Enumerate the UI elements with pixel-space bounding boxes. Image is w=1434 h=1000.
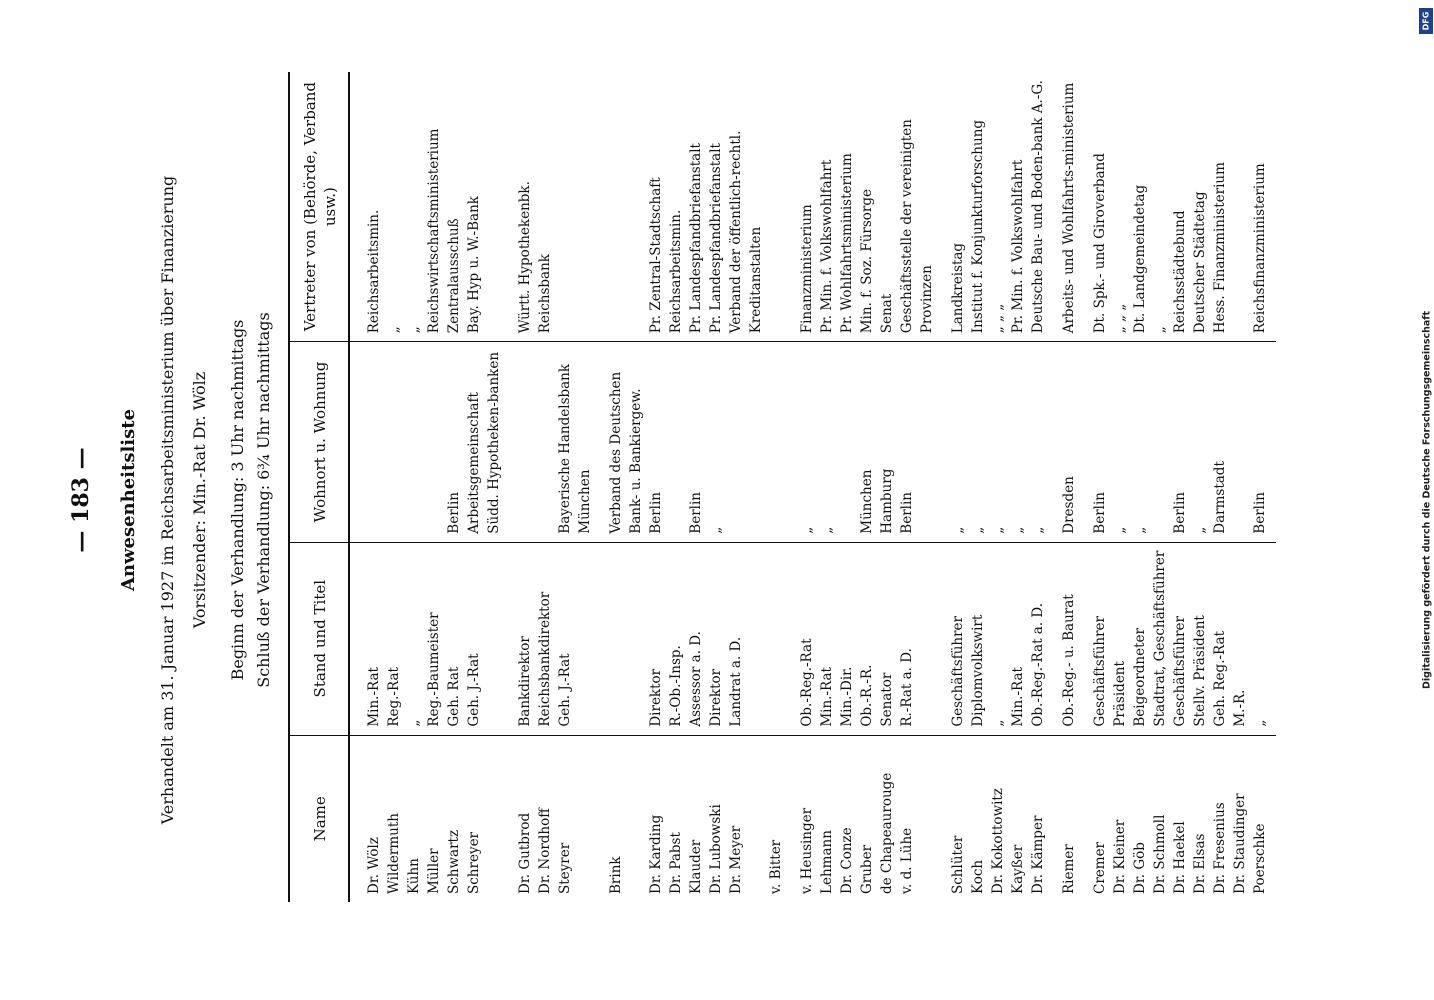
cell-title: Min.-Dir. <box>837 542 857 735</box>
cell-representative: Finanzministerium <box>786 72 817 342</box>
cell-residence: Berlin <box>1250 342 1276 542</box>
meeting-line: Verhandelt am 31. Januar 1927 im Reichsarbeitsministerium über Finanzierung <box>158 175 177 825</box>
table-row <box>1048 72 1079 902</box>
table-row <box>786 72 817 902</box>
column-header-name: Name <box>289 735 349 902</box>
cell-residence: Berlin <box>1170 342 1190 542</box>
chair-line: Vorsitzender: Min.-Rat Dr. Wölz <box>190 371 209 629</box>
cell-representative: Reichsarbeitsmin. <box>349 72 384 342</box>
cell-representative: Hess. Finanzministerium <box>1210 72 1230 342</box>
column-header-representative: Vertreter von (Behörde, Verband usw.) <box>289 72 349 342</box>
cell-residence: „ <box>1190 342 1210 542</box>
dfg-credit <box>1418 0 1434 1000</box>
cell-title: Geh. J.-Rat <box>555 542 595 735</box>
table-row <box>555 72 595 902</box>
attendance-body <box>349 72 1276 902</box>
cell-residence <box>837 342 857 542</box>
cell-title: Geschäftsführer <box>1079 542 1110 735</box>
cell-representative: Bay. Hyp u. W.-Bank <box>464 72 504 342</box>
cell-representative: Geschäftsstelle der vereinigten Provinzen <box>897 72 937 342</box>
table-row <box>857 72 877 902</box>
cell-name: Dr. Kokottowitz <box>990 788 1006 894</box>
table-row <box>706 72 726 902</box>
table-row <box>1150 72 1170 902</box>
table-row <box>666 72 686 902</box>
cell-title: Direktor <box>646 542 666 735</box>
cell-title: Beigeordneter <box>1130 542 1150 735</box>
cell-title: Min.-Rat <box>1008 542 1028 735</box>
cell-representative: „ <box>384 72 404 342</box>
cell-representative: Reichsfinanzministerium <box>1250 72 1276 342</box>
table-row <box>349 72 384 902</box>
cell-name: Dr. Kleiner <box>1112 819 1128 894</box>
cell-title: Ob.-Reg.- u. Baurat <box>1048 542 1079 735</box>
cell-name: Poerschke <box>1252 823 1268 894</box>
cell-title: Geh. Reg.-Rat <box>1210 542 1230 735</box>
cell-title: Präsident <box>1110 542 1130 735</box>
cell-residence: Berlin <box>444 342 464 542</box>
cell-title: Assessor a. D. <box>686 542 706 735</box>
cell-name: Klauder <box>688 839 704 894</box>
cell-residence: Darmstadt <box>1210 342 1230 542</box>
cell-representative: Pr. Landespfandbriefanstalt <box>686 72 706 342</box>
table-row <box>817 72 837 902</box>
table-row <box>1110 72 1130 902</box>
column-header-residence: Wohnort u. Wohnung <box>289 342 349 542</box>
cell-representative: Pr. Landespfandbriefanstalt <box>706 72 726 342</box>
cell-name: Dr. Meyer <box>728 825 744 894</box>
cell-name: Cremer <box>1092 841 1108 894</box>
cell-representative <box>555 72 595 342</box>
table-row <box>424 72 444 902</box>
cell-residence <box>1230 342 1250 542</box>
cell-residence <box>1150 342 1170 542</box>
cell-representative: Deutsche Bau- und Boden-bank A.-G. <box>1028 72 1048 342</box>
cell-residence <box>666 342 686 542</box>
table-row <box>1130 72 1150 902</box>
cell-residence: „ <box>1028 342 1048 542</box>
cell-representative: Deutscher Städtetag <box>1190 72 1210 342</box>
cell-representative: Dt. Spk.- und Giroverband <box>1079 72 1110 342</box>
cell-residence: München <box>857 342 877 542</box>
cell-residence: „ <box>988 342 1008 542</box>
cell-title: Stadtrat, Geschäftsführer <box>1150 542 1170 735</box>
cell-residence: „ <box>1130 342 1150 542</box>
cell-residence: „ <box>968 342 988 542</box>
table-row <box>504 72 535 902</box>
table-row <box>988 72 1008 902</box>
cell-name: Dr. Fresenius <box>1212 802 1228 894</box>
cell-name: Koch <box>970 859 986 894</box>
cell-name: Dr. Schmoll <box>1152 814 1168 894</box>
cell-title: Ob.-Reg.-Rat a. D. <box>1028 542 1048 735</box>
cell-name: Gruber <box>859 844 875 894</box>
cell-residence: „ <box>786 342 817 542</box>
table-row <box>444 72 464 902</box>
cell-residence: Hamburg <box>877 342 897 542</box>
table-row <box>1028 72 1048 902</box>
cell-representative: Württ. Hypothekenbk. <box>504 72 535 342</box>
cell-representative: Dt. Landgemeindetag <box>1130 72 1150 342</box>
cell-representative: Reichsbank <box>535 72 555 342</box>
cell-residence: Bayerische Handelsbank München <box>555 342 595 542</box>
cell-title <box>766 542 786 735</box>
table-row <box>464 72 504 902</box>
cell-residence: „ <box>1110 342 1130 542</box>
cell-residence: „ <box>937 342 968 542</box>
cell-name: Dr. Lubowski <box>708 804 724 894</box>
cell-name: Dr. Karding <box>648 814 664 894</box>
table-row <box>726 72 766 902</box>
cell-name: v. Heusinger <box>799 807 815 894</box>
cell-title: Geschäftsführer <box>937 542 968 735</box>
cell-representative: Landkreistag <box>937 72 968 342</box>
cell-title: Min.-Rat <box>817 542 837 735</box>
cell-representative: Verband der öffentlich-rechtl. Kreditanstalten <box>726 72 766 342</box>
cell-residence <box>384 342 404 542</box>
cell-title: Stellv. Präsident <box>1190 542 1210 735</box>
cell-representative: Reichsstädtebund <box>1170 72 1190 342</box>
cell-residence <box>404 342 424 542</box>
cell-title: Geh. J.-Rat <box>464 542 504 735</box>
table-row <box>1210 72 1230 902</box>
cell-name: Schlüter <box>950 835 966 894</box>
cell-name: Schwartz <box>446 829 462 894</box>
cell-name: Dr. Nordhoff <box>537 808 553 894</box>
table-row <box>897 72 937 902</box>
table-row <box>535 72 555 902</box>
cell-name: Steyrer <box>557 842 573 894</box>
table-row <box>968 72 988 902</box>
cell-name: de Chapeaurouge <box>879 772 895 894</box>
cell-title: „ <box>1250 542 1276 735</box>
cell-residence <box>349 342 384 542</box>
cell-representative: Reichsarbeitsmin. <box>666 72 686 342</box>
cell-name: Dr. Pabst <box>668 832 684 894</box>
cell-title: Reg.-Baumeister <box>424 542 444 735</box>
cell-representative <box>766 72 786 342</box>
cell-title: Senator <box>877 542 897 735</box>
cell-name: Dr. Kämper <box>1030 815 1046 894</box>
cell-title: R.-Ob.-Insp. <box>666 542 686 735</box>
cell-representative: „ <box>1150 72 1170 342</box>
cell-representative: „ „ „ <box>1110 72 1130 342</box>
table-row <box>1170 72 1190 902</box>
cell-name: Dr. Conze <box>839 827 855 894</box>
cell-name: Dr. Staudinger <box>1232 793 1248 894</box>
table-row <box>937 72 968 902</box>
cell-residence: Berlin <box>1079 342 1110 542</box>
cell-title: Bankdirektor <box>504 542 535 735</box>
column-header-title: Stand und Titel <box>289 542 349 735</box>
cell-name: Kayßer <box>1010 844 1026 894</box>
cell-name: Müller <box>426 848 442 894</box>
cell-residence: Berlin <box>686 342 706 542</box>
dfg-logo <box>1419 8 1433 34</box>
table-row <box>384 72 404 902</box>
cell-name: Dr. Wölz <box>366 837 382 894</box>
cell-title: Direktor <box>706 542 726 735</box>
cell-name: Lehmann <box>819 830 835 894</box>
cell-name: Wildermuth <box>386 813 402 894</box>
header-row <box>289 72 349 902</box>
cell-representative: Pr. Min. f. Volkswohlfahrt <box>817 72 837 342</box>
table-row <box>404 72 424 902</box>
cell-title: Reichsbankdirektor <box>535 542 555 735</box>
attendance-table <box>288 72 1276 902</box>
cell-title: Geh. Rat <box>444 542 464 735</box>
cell-representative: Senat <box>877 72 897 342</box>
cell-representative: Arbeits- und Wohlfahrts-ministerium <box>1048 72 1079 342</box>
cell-residence: Berlin <box>897 342 937 542</box>
cell-title: Landrat a. D. <box>726 542 766 735</box>
table-row <box>1250 72 1276 902</box>
cell-title: „ <box>404 542 424 735</box>
cell-residence <box>535 342 555 542</box>
cell-name: Riemer <box>1061 844 1077 894</box>
cell-representative <box>595 72 646 342</box>
cell-representative <box>1230 72 1250 342</box>
document-title: Anwesenheitsliste <box>118 408 139 592</box>
cell-title: Reg.-Rat <box>384 542 404 735</box>
cell-name: Dr. Elsas <box>1192 833 1208 894</box>
cell-title <box>595 542 646 735</box>
cell-title: Ob.-Reg.-Rat <box>786 542 817 735</box>
page-number: — 183 — <box>68 447 94 553</box>
cell-representative: Pr. Min. f. Volkswohlfahrt <box>1008 72 1028 342</box>
cell-title: R.-Rat a. D. <box>897 542 937 735</box>
cell-residence: „ <box>706 342 726 542</box>
table-row <box>646 72 666 902</box>
table-row <box>837 72 857 902</box>
cell-name: Dr. Haekel <box>1172 821 1188 894</box>
dfg-credit-text: Digitalisierung gefördert durch die Deutsche Forschungsgemeinschaft <box>1421 311 1433 689</box>
cell-residence <box>424 342 444 542</box>
cell-representative: „ <box>404 72 424 342</box>
cell-residence <box>504 342 535 542</box>
cell-name: Kühn <box>406 858 422 894</box>
cell-residence: „ <box>1008 342 1028 542</box>
cell-residence: „ <box>817 342 837 542</box>
cell-title: Geschäftsführer <box>1170 542 1190 735</box>
cell-residence: Arbeitsgemeinschaft Südd. Hypotheken-banken <box>464 342 504 542</box>
table-row <box>595 72 646 902</box>
cell-residence <box>766 342 786 542</box>
table-row <box>686 72 706 902</box>
cell-residence <box>726 342 766 542</box>
table-row <box>766 72 786 902</box>
dfg-logo-text: DFG <box>1421 11 1431 31</box>
cell-name: Dr. Göb <box>1132 842 1148 894</box>
cell-title: Ob.-R.-R. <box>857 542 877 735</box>
table-row <box>1079 72 1110 902</box>
cell-title: M.-R. <box>1230 542 1250 735</box>
cell-representative: Min. f. Soz. Fürsorge <box>857 72 877 342</box>
cell-representative: „ „ „ <box>988 72 1008 342</box>
cell-name: v. d. Lühe <box>899 827 915 894</box>
cell-residence: Berlin <box>646 342 666 542</box>
table-row <box>1230 72 1250 902</box>
cell-representative: Reichswirtschaftsministerium <box>424 72 444 342</box>
cell-title: „ <box>988 542 1008 735</box>
cell-title: Min.-Rat <box>349 542 384 735</box>
cell-name: Brink <box>608 856 624 894</box>
cell-residence: Dresden <box>1048 342 1079 542</box>
cell-title: Diplomvolkswirt <box>968 542 988 735</box>
table-row <box>1008 72 1028 902</box>
table-row <box>1190 72 1210 902</box>
cell-representative: Pr. Zentral-Stadtschaft <box>646 72 666 342</box>
cell-residence: Verband des Deutschen Bank- u. Bankiergew. <box>595 342 646 542</box>
cell-name: Dr. Gutbrod <box>517 812 533 894</box>
cell-representative: Zentralausschuß <box>444 72 464 342</box>
cell-name: Schreyer <box>466 831 482 894</box>
cell-representative: Pr. Wohlfahrtsministerium <box>837 72 857 342</box>
table-row <box>877 72 897 902</box>
end-time-line: Schluß der Verhandlung: 6¾ Uhr nachmittags <box>254 312 273 688</box>
start-time-line: Beginn der Verhandlung: 3 Uhr nachmittags <box>228 319 247 681</box>
cell-name: v. Bitter <box>768 839 784 894</box>
cell-representative: Institut f. Konjunkturforschung <box>968 72 988 342</box>
